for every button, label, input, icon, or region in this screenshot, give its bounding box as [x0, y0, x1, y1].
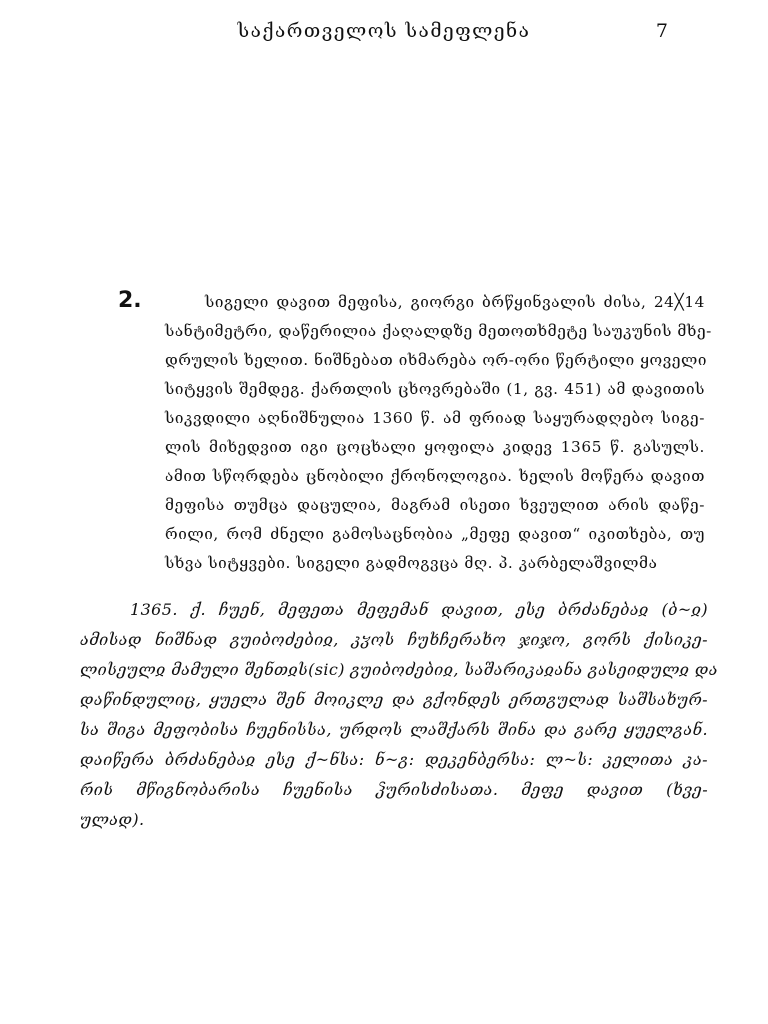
page-number: 7 [655, 20, 668, 42]
entry-number: 2. [118, 288, 142, 313]
document-line: დაწინდულიც, ყუელა შენ მოიკლე და გქონდეს ერთგულად საშსახურ- [80, 690, 708, 709]
entry-line: სიგელი დავით მეფისა, გიორგი ბრწყინვალის ძისა, 24╳14 [205, 293, 705, 311]
document-line: რის მწიგნობარისა ჩუენისა ჴურისძისათა. მეფე დავით (ხვე- [80, 780, 708, 799]
entry-line: ამით სწორდება ცნობილი ქრონოლოგია. ხელის მოწერა დავით [165, 467, 705, 485]
entry-line: სანტიმეტრი, დაწერილია ქაღალდზე მეთოთხმეტე საუკუნის მხე- [165, 322, 712, 340]
entry-line: რილი, რომ ძნელი გამოსაცნობია „მეფე დავით“ იკითხება, თუ [165, 525, 705, 543]
entry-line: სხვა სიტყვები. სიგელი გადმოგვცა მღ. პ. კარბელაშვილმა [165, 554, 658, 572]
entry-description [165, 288, 712, 578]
running-head [0, 18, 768, 48]
document-line: დაიწერა ბრძანებაჲ ესე ქ~ნსა: ნ~გ: დეკენბერსა: ლ~ს: კელითა კა- [80, 750, 708, 769]
entry-line: მეფისა თუმცა დაცულია, მაგრამ ისეთი ხვეულით არის დაწე- [165, 496, 705, 514]
document-line: სა შიგა მეფობისა ჩუენისსა, ურდოს ლაშქარს შინა და გარე ყუელგან. [80, 720, 708, 739]
document-line: ულად). [80, 810, 145, 829]
document-line: ამისად ნიშნად გუიბოძებიჲ, კჳოს ჩუხჩერახო ჯიჯო, გორს ქისიკე- [80, 630, 708, 649]
document-line: ლისეულჲ მამული შენთჲს(sic) გუიბოძებიჲ, საშარიკაჲანა გასეიდულჲ და [80, 660, 718, 679]
document-line: 1365. ქ. ჩუენ, მეფეთა მეფემან დავით, ესე ბრძანებაჲ (ბ~ჲ) [130, 600, 708, 619]
running-title: საქართველოს სამეფლენა [237, 20, 531, 42]
entry-line: სიკვდილი აღნიშნულია 1360 წ. ამ ფრიად საყურადღებო სიგე- [165, 409, 705, 427]
entry-line: ლის მიხედვით იგი ცოცხალი ყოფილა კიდევ 1365 წ. გასულს. [165, 438, 705, 456]
entry-line: სიტყვის შემდეგ. ქართლის ცხოვრებაში (1, გვ. 451) ამ დავითის [165, 380, 705, 398]
entry-line: დრულის ხელით. ნიშნებათ იხმარება ორ-ორი წერტილი ყოველი [165, 351, 708, 369]
document-lines [80, 595, 718, 835]
